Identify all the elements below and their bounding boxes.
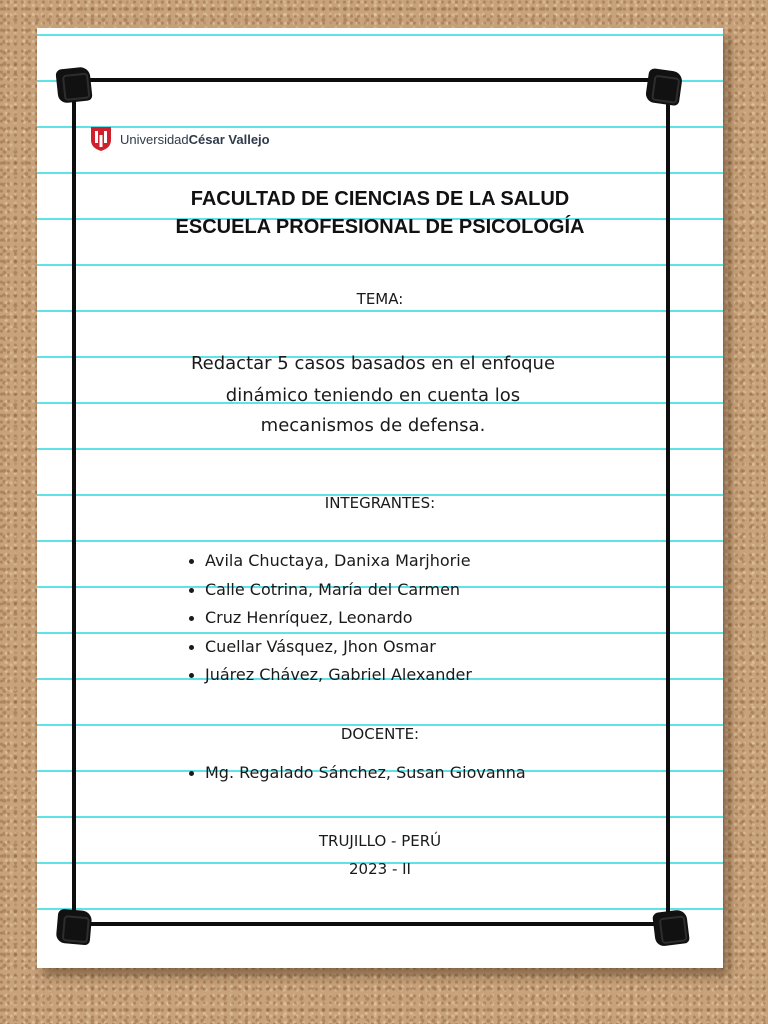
member-list-item: Avila Chuctaya, Danixa Marjhorie bbox=[188, 547, 472, 576]
school-heading: ESCUELA PROFESIONAL DE PSICOLOGÍA bbox=[175, 216, 585, 238]
topic-line: mecanismos de defensa. bbox=[260, 415, 486, 436]
member-list-item: Calle Cotrina, María del Carmen bbox=[188, 576, 472, 605]
university-name bbox=[120, 132, 270, 147]
faculty-heading: FACULTAD DE CIENCIAS DE LA SALUD bbox=[190, 188, 570, 210]
corner-decoration-top-right bbox=[645, 68, 683, 106]
corner-decoration-bottom-right bbox=[652, 909, 690, 947]
topic-line: Redactar 5 casos basados en el enfoque bbox=[190, 353, 556, 374]
university-name-bold: César Vallejo bbox=[188, 131, 270, 147]
corner-decoration-top-left bbox=[55, 66, 92, 103]
teacher-label: DOCENTE: bbox=[340, 725, 420, 743]
university-name-regular: Universidad bbox=[120, 131, 189, 147]
teacher-list bbox=[188, 759, 526, 788]
members-label: INTEGRANTES: bbox=[324, 494, 436, 512]
topic-label: TEMA: bbox=[356, 290, 404, 308]
members-list bbox=[188, 547, 472, 690]
city-text: TRUJILLO - PERÚ bbox=[318, 832, 442, 850]
corner-decoration-bottom-left bbox=[56, 909, 93, 946]
member-list-item: Cruz Henríquez, Leonardo bbox=[188, 604, 472, 633]
member-list-item: Cuellar Vásquez, Jhon Osmar bbox=[188, 633, 472, 662]
member-list-item: Juárez Chávez, Gabriel Alexander bbox=[188, 661, 472, 690]
ucv-shield-icon bbox=[90, 126, 112, 152]
topic-line: dinámico teniendo en cuenta los bbox=[225, 385, 521, 406]
teacher-list-item: Mg. Regalado Sánchez, Susan Giovanna bbox=[188, 759, 526, 788]
university-logo bbox=[90, 126, 270, 152]
academic-period: 2023 - II bbox=[349, 860, 411, 878]
